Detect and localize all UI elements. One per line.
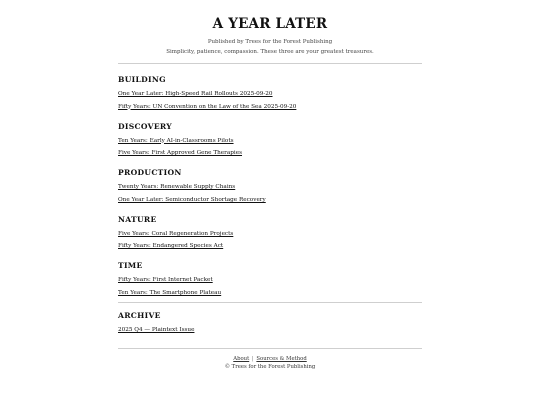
about-link[interactable]: About (233, 355, 250, 362)
section-nature (118, 215, 422, 251)
section-archive (118, 311, 422, 334)
article-link[interactable]: Fifty Years: UN Convention on the Law of the Sea 2025-09-20 (118, 103, 297, 110)
article-link[interactable]: Five Years: First Approved Gene Therapies (118, 150, 243, 157)
section-building (118, 75, 422, 111)
archive-link[interactable]: 2025 Q4 — Plaintext Issue (118, 326, 195, 333)
article-link[interactable]: Ten Years: The Smartphone Plateau (118, 289, 222, 296)
tagline: Simplicity, patience, compassion. These three are your greatest treasures. (166, 49, 374, 55)
article-link[interactable]: One Year Later: Semiconductor Shortage Recovery (118, 196, 266, 203)
footer-links (118, 355, 422, 363)
section-heading: ARCHIVE (118, 310, 161, 320)
article-link[interactable]: Fifty Years: First Internet Packet (118, 277, 213, 284)
article-link[interactable]: Twenty Years: Renewable Supply Chains (118, 184, 236, 191)
article-link[interactable]: Five Years: Coral Regeneration Projects (118, 230, 234, 237)
publisher-line: Published by Trees for the Forest Publishing (207, 39, 333, 45)
footer-separator: | (251, 355, 254, 362)
footer-divider (118, 348, 422, 349)
section-heading: BUILDING (118, 75, 166, 84)
section-discovery (118, 122, 422, 158)
archive-divider (118, 302, 422, 303)
header-divider (118, 63, 422, 64)
section-heading: TIME (118, 261, 143, 271)
section-heading: PRODUCTION (118, 168, 182, 178)
article-link[interactable]: Ten Years: Early AI-in-Classrooms Pilots (118, 137, 234, 144)
section-production (118, 168, 422, 204)
section-heading: NATURE (118, 214, 157, 224)
site-title: A YEAR LATER (212, 16, 328, 32)
footer (118, 355, 422, 371)
article-link[interactable]: One Year Later: High-Speed Rail Rollouts 2025-09-20 (118, 91, 273, 97)
section-time (118, 261, 422, 297)
page (118, 0, 422, 371)
article-link[interactable]: Fifty Years: Endangered Species Act (118, 243, 224, 250)
sources-link[interactable]: Sources & Method (256, 355, 307, 362)
copyright: © Trees for the Forest Publishing (224, 363, 316, 370)
section-heading: DISCOVERY (118, 121, 173, 131)
